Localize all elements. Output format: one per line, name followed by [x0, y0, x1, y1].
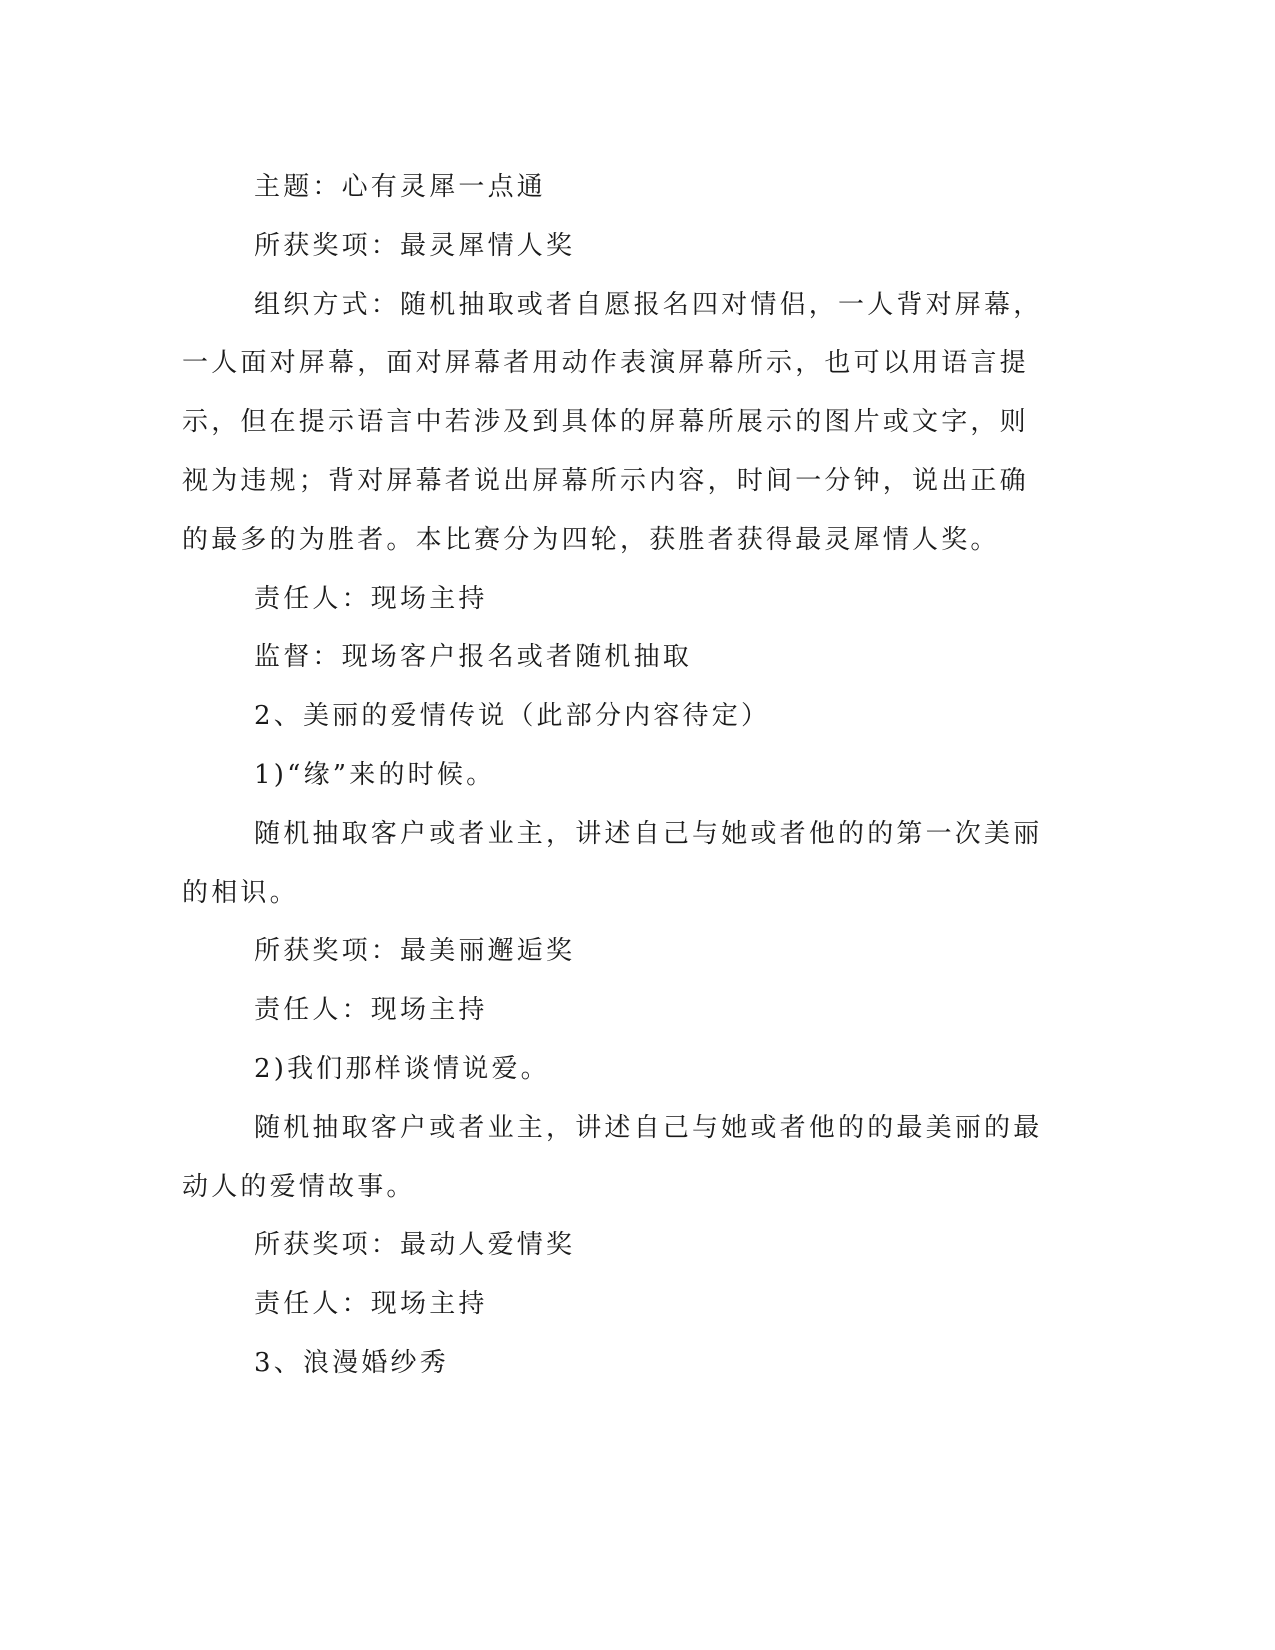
document-body — [182, 158, 1052, 1393]
subsection-heading: 2)我们那样谈情说爱。 — [254, 1053, 550, 1084]
description-paragraph: 随机抽取客户或者业主，讲述自己与她或者他的的第一次美丽的相识。 — [182, 818, 1043, 908]
award-line: 所获奖项：最动人爱情奖 — [254, 1230, 576, 1261]
supervision-line: 监督：现场客户报名或者随机抽取 — [254, 642, 693, 673]
responsible-line: 责任人：现场主持 — [254, 583, 488, 614]
description-paragraph: 随机抽取客户或者业主，讲述自己与她或者他的的最美丽的最动人的爱情故事。 — [182, 1112, 1043, 1202]
section-heading: 2、美丽的爱情传说（此部分内容待定） — [254, 701, 771, 732]
award-line: 所获奖项：最灵犀情人奖 — [254, 230, 576, 261]
subsection-heading: 1)“缘”来的时候。 — [254, 759, 496, 790]
responsible-line: 责任人：现场主持 — [254, 995, 488, 1026]
responsible-line: 责任人：现场主持 — [254, 1289, 488, 1320]
award-line: 所获奖项：最美丽邂逅奖 — [254, 936, 576, 967]
section-heading: 3、浪漫婚纱秀 — [254, 1347, 449, 1378]
theme-line: 主题：心有灵犀一点通 — [254, 172, 547, 202]
organization-paragraph: 组织方式：随机抽取或者自愿报名四对情侣，一人背对屏幕，一人面对屏幕，面对屏幕者用动作表演屏幕所示，也可以用语言提示，但在提示语言中若涉及到具体的屏幕所展示的图片或文字，则视为违规；背对屏幕者说出屏幕所示内容，时间一分钟，说出正确的最多的为胜者。本比赛分为四轮，获胜者获得最灵犀情人奖。 — [182, 289, 1043, 555]
